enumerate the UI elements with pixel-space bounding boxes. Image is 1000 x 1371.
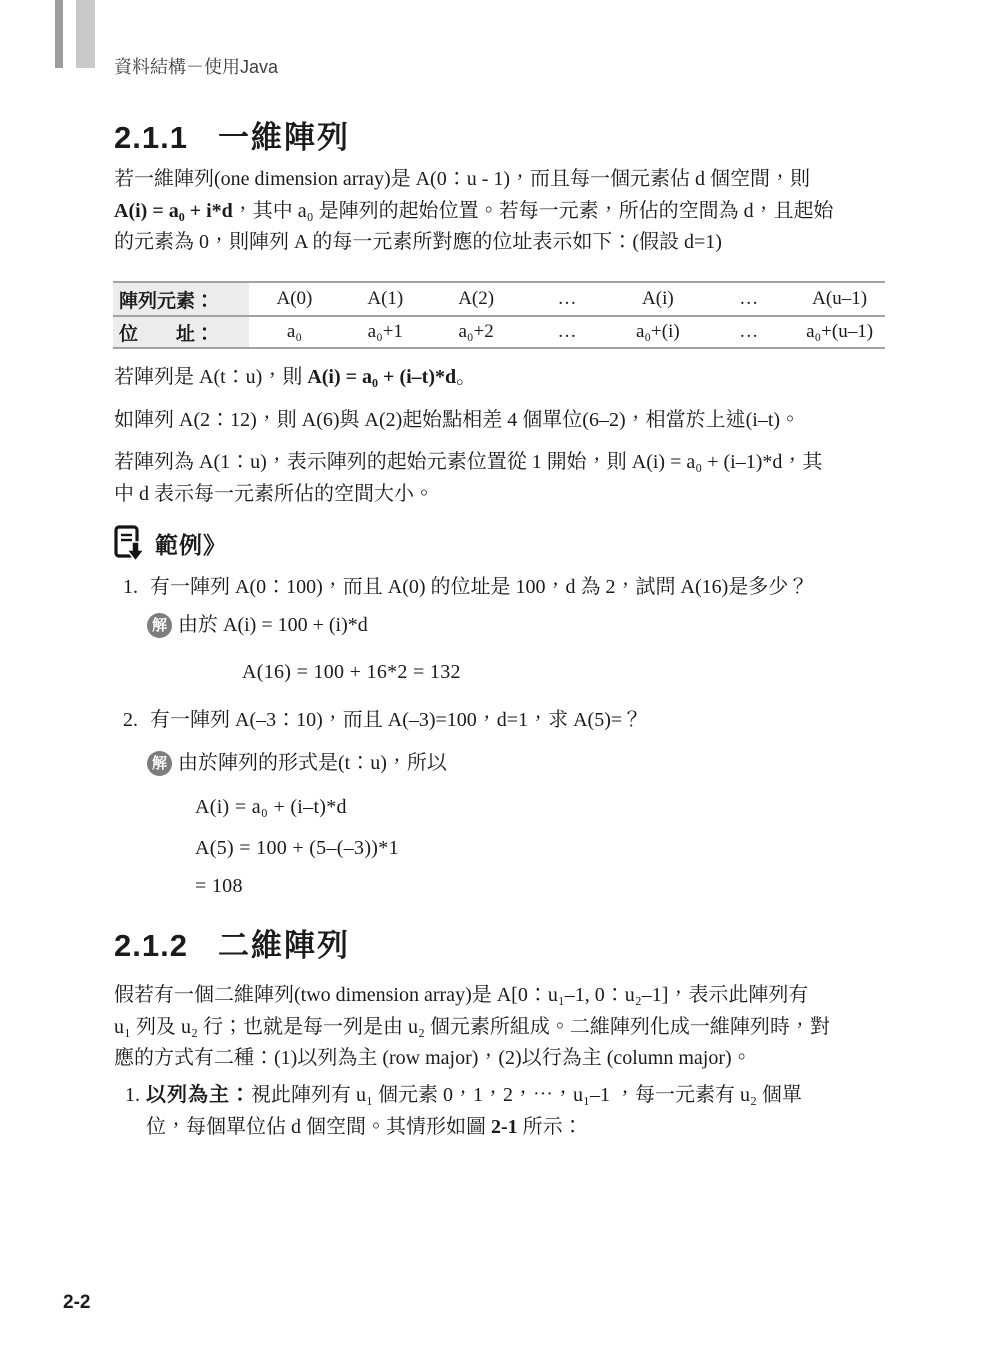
figure-ref-bold: 2-1 xyxy=(491,1115,518,1138)
table-cell: a₀+1 xyxy=(367,321,403,342)
table-cell: … xyxy=(557,288,577,309)
deco-bar-light xyxy=(76,0,95,68)
table-cell: A(2) xyxy=(458,288,495,309)
table-cell: a₀+(i) xyxy=(636,321,680,342)
list-number: 1. xyxy=(125,1084,140,1106)
paragraph-line xyxy=(114,447,894,479)
examples-header xyxy=(114,525,227,562)
example-number: 1. xyxy=(123,576,138,598)
paragraph-line xyxy=(114,1043,894,1075)
table-cell: A(i) xyxy=(642,288,674,309)
row-major-item xyxy=(125,1080,802,1143)
paragraph-line xyxy=(146,1112,802,1144)
address-table xyxy=(113,281,885,349)
table-cell: a₀+(u–1) xyxy=(806,321,874,342)
two-dim-paragraph xyxy=(114,980,894,1075)
example-number: 2. xyxy=(123,709,138,731)
example-1-question xyxy=(123,574,808,600)
text-run: u₁ 列及 u₂ 行；也就是每一列是由 u₂ 個元素所組成。二維陣列化成一維陣列時，對 xyxy=(114,1015,830,1038)
section-heading-2-1-1 xyxy=(114,112,350,157)
table-cell: a₀+2 xyxy=(458,321,494,342)
paragraph-1u xyxy=(114,447,894,510)
text-run: ，其中 a₀ 是陣列的起始位置。若每一元素，所佔的空間為 d，且起始 xyxy=(232,199,834,222)
deco-bar-dark xyxy=(55,0,63,68)
section-heading-2-1-2 xyxy=(114,920,350,965)
paragraph-formula-tu xyxy=(114,364,476,390)
list-body xyxy=(146,1080,802,1143)
example-1-equation: A(16) = 100 + 16*2 = 132 xyxy=(242,661,461,683)
row-cells xyxy=(249,317,885,347)
text-run: 位，每個單位佔 d 個空間。其情形如圖 xyxy=(146,1115,491,1138)
row-header-elements: 陣列元素： xyxy=(113,283,249,315)
table-cell: A(u–1) xyxy=(812,288,868,309)
text-run: 若陣列是 A(t：u)，則 xyxy=(114,366,308,388)
intro-paragraph xyxy=(114,164,894,259)
table-cell: A(1) xyxy=(367,288,404,309)
solution-circle-icon: 解 xyxy=(147,613,172,638)
table-row-elements xyxy=(113,283,885,315)
text-run: 所示： xyxy=(517,1115,583,1138)
clipboard-download-icon xyxy=(114,525,146,562)
row-header-addresses: 位 址： xyxy=(113,317,249,347)
section-title: 二維陣列 xyxy=(217,928,350,963)
table-cell: A(0) xyxy=(276,288,313,309)
page-number: 2-2 xyxy=(63,1292,91,1313)
table-cell: … xyxy=(557,321,577,342)
paragraph-line xyxy=(114,164,894,196)
paragraph-line xyxy=(114,980,894,1012)
formula-bold: A(i) = a₀ + (i–t)*d xyxy=(307,366,457,388)
table-cell: a₀ xyxy=(286,321,302,342)
text-run: 若一維陣列(one dimension array)是 A(0：u - 1)，而且每一個元素佔 d 個空間，則 xyxy=(114,168,811,190)
table-cell: … xyxy=(739,288,759,309)
paragraph-line xyxy=(114,1012,894,1044)
text-run: 如陣列 A(2：12)，則 A(6)與 A(2)起始點相差 4 個單位(6–2)，相當於上述(i–t)。 xyxy=(114,409,801,431)
example-2-equation-1: A(i) = a₀ + (i–t)*d xyxy=(195,796,347,818)
example-2-solution xyxy=(147,750,447,776)
text-run: 假若有一個二維陣列(two dimension array)是 A[0：u₁–1, 0：u₂–1]，表示此陣列有 xyxy=(114,984,809,1006)
text-run: 若陣列為 A(1：u)，表示陣列的起始元素位置從 1 開始，則 A(i) = a₀ + (i–1)*d，其 xyxy=(114,451,823,473)
question-text: 有一陣列 A(–3：10)，而且 A(–3)=100，d=1，求 A(5)=？ xyxy=(150,709,643,731)
paragraph-example-2-12 xyxy=(114,407,800,433)
examples-label: 範例》 xyxy=(155,532,227,558)
text-run: 中 d 表示每一元素所佔的空間大小。 xyxy=(114,482,434,505)
section-number: 2.1.1 xyxy=(114,120,188,155)
row-cells xyxy=(249,283,885,315)
text-run: 。 xyxy=(456,366,477,388)
paragraph-line xyxy=(146,1080,802,1112)
section-title: 一維陣列 xyxy=(217,120,350,155)
text-run: 應的方式有二種：(1)以列為主 (row major)，(2)以行為主 (column major)。 xyxy=(114,1047,752,1069)
solution-text: 由於陣列的形式是(t：u)，所以 xyxy=(178,752,447,774)
lead-bold: 以列為主： xyxy=(146,1084,251,1106)
running-header: 資料結構－使用Java xyxy=(114,57,279,77)
section-number: 2.1.2 xyxy=(114,928,188,963)
table-row-addresses xyxy=(113,315,885,347)
paragraph-line xyxy=(114,479,894,511)
solution-text: 由於 A(i) = 100 + (i)*d xyxy=(178,614,368,636)
text-run: 視此陣列有 u₁ 個元素 0，1，2，⋯，u₁–1 ，每一元素有 u₂ 個單 xyxy=(251,1084,802,1106)
example-2-equation-3: = 108 xyxy=(195,875,243,897)
paragraph-line xyxy=(114,196,894,228)
example-2-equation-2: A(5) = 100 + (5–(–3))*1 xyxy=(195,837,399,859)
example-1-solution xyxy=(147,612,368,638)
table-cell: … xyxy=(739,321,759,342)
paragraph-line xyxy=(114,227,894,259)
text-run: 的元素為 0，則陣列 A 的每一元素所對應的位址表示如下：(假設 d=1) xyxy=(114,231,722,253)
example-2-question xyxy=(123,707,642,733)
question-text: 有一陣列 A(0：100)，而且 A(0) 的位址是 100，d 為 2，試問 A(16)是多少？ xyxy=(150,576,809,598)
solution-circle-icon: 解 xyxy=(147,751,172,776)
formula-bold: A(i) = a₀ + i*d xyxy=(114,199,233,222)
